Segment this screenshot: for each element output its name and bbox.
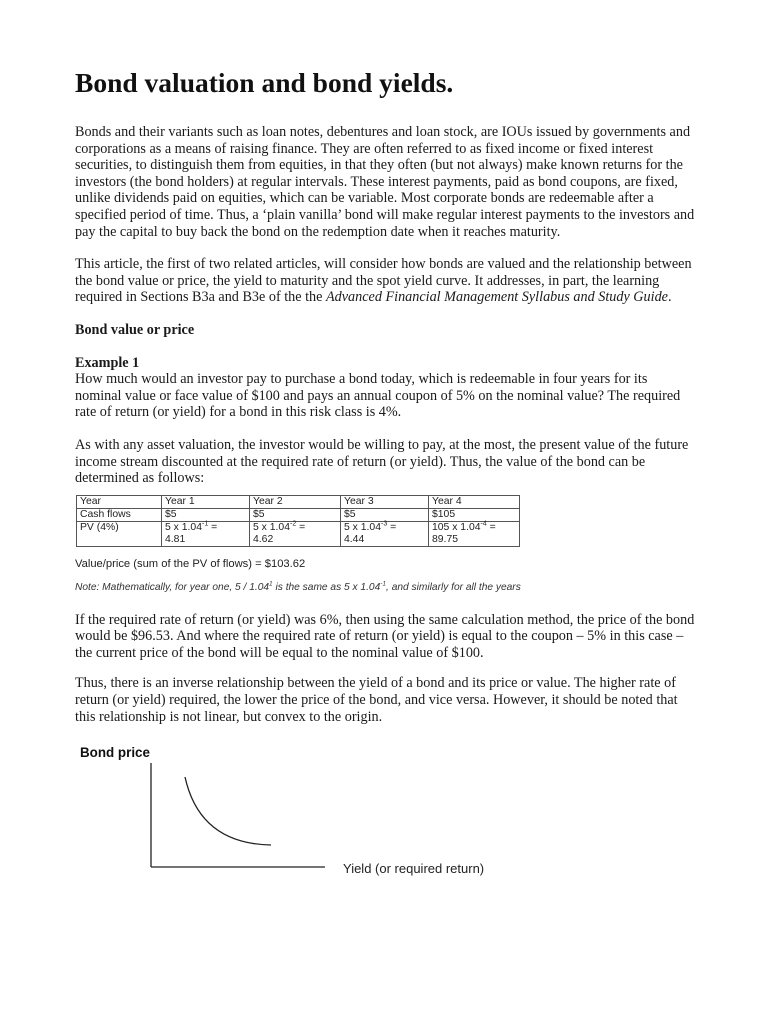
syllabus-reference: Advanced Financial Management Syllabus and Study Guide bbox=[325, 289, 668, 306]
table-cell: Year 1 bbox=[162, 495, 250, 508]
table-cell: Year 3 bbox=[341, 495, 429, 508]
table-cell: Cash flows bbox=[77, 508, 162, 521]
article-paragraph-text: This article, the first of two related articles, will consider how bonds are valued and the relationship between the bond value or price, the yield to maturity and the spot yield curve. It addresses, in part, the learning required in Sections B3a and B3e of the the bbox=[75, 256, 692, 306]
table-cell: $5 bbox=[162, 508, 250, 521]
table-cell: 105 x $1.04^{-4}$ = 89.75 bbox=[429, 521, 520, 546]
table-row-cash-flows bbox=[77, 508, 520, 521]
page-title: Bond valuation and bond yields. bbox=[75, 67, 454, 98]
intro-paragraph: Bonds and their variants such as loan notes, debentures and loan stock, are IOUs issued by governments and corporations as a means of raising finance. They are often referred to as fixed income or fixed interest securities, to distinguish them from equities, in that they often (but not always) make known returns for the investors (the bond holders) at regular intervals. These interest payments, paid as bond coupons, are fixed, unlike dividends paid on equities, which can be variable. Most corporate bonds are redeemable after a specified period of time. Thus, a ‘plain vanilla’ bond will make regular interest payments to the investors and pay the capital to buy back the bond on the redemption date when it reaches maturity. bbox=[75, 124, 695, 240]
example-heading: Example 1 bbox=[75, 354, 140, 371]
value-price-line: Value/price (sum of the PV of flows) = $103.62 bbox=[75, 557, 306, 570]
table-row-header bbox=[77, 495, 520, 508]
table-cell: $105 bbox=[429, 508, 520, 521]
table-cell: PV (4%) bbox=[77, 521, 162, 546]
table-cell: Year 4 bbox=[429, 495, 520, 508]
valuation-paragraph: As with any asset valuation, the investor would be willing to pay, at the most, the present value of the future income stream discounted at the required rate of return (or yield). Thus, the value of the bond can be determined as follows: bbox=[75, 436, 689, 487]
graph-x-axis-label: Yield (or required return) bbox=[343, 861, 485, 877]
article-paragraph-end: . bbox=[667, 289, 672, 306]
table-cell: 5 x $1.04^{-1}$ = 4.81 bbox=[162, 521, 250, 546]
table-cell: Year bbox=[77, 495, 162, 508]
example-question: How much would an investor pay to purchase a bond today, which is redeemable in four years for its nominal value or face value of $100 and pays an annual coupon of 5% on the nominal value? The required rate of return (or yield) for a bond in this risk class is 4%. bbox=[75, 371, 681, 421]
price-paragraph: If the required rate of return (or yield) was 6%, then using the same calculation method, the price of the bond would be $96.53. And where the required rate of return (or yield) is equal to the coupon – 5% in this case – the current price of the bond will be equal to the nominal value of $100. bbox=[75, 611, 695, 661]
price-yield-curve bbox=[185, 777, 271, 845]
document-page bbox=[75, 66, 697, 885]
table-cell: 5 x $1.04^{-3}$ = 4.44 bbox=[341, 521, 429, 546]
math-note: Note: Mathematically, for year one, 5 / 1.04$^1$ is the same as 5 x $1.04^{-1}$, and similarly for all the years bbox=[75, 580, 521, 593]
bond-price-yield-graph bbox=[75, 745, 545, 885]
table-cell: Year 2 bbox=[250, 495, 341, 508]
bond-valuation-table bbox=[76, 495, 520, 547]
section-heading: Bond value or price bbox=[75, 321, 195, 338]
inverse-relationship-paragraph: Thus, there is an inverse relationship between the yield of a bond and its price or value. The higher rate of return (or yield) required, the lower the price of the bond, and vice versa. However, it should be noted that this relationship is not linear, but convex to the origin. bbox=[75, 675, 678, 725]
table-row-pv bbox=[77, 521, 520, 546]
table-cell: $5 bbox=[250, 508, 341, 521]
article-paragraph bbox=[75, 256, 697, 306]
table-cell: 5 x $1.04^{-2}$ = 4.62 bbox=[250, 521, 341, 546]
table-cell: $5 bbox=[341, 508, 429, 521]
graph-y-axis-label: Bond price bbox=[80, 745, 150, 761]
